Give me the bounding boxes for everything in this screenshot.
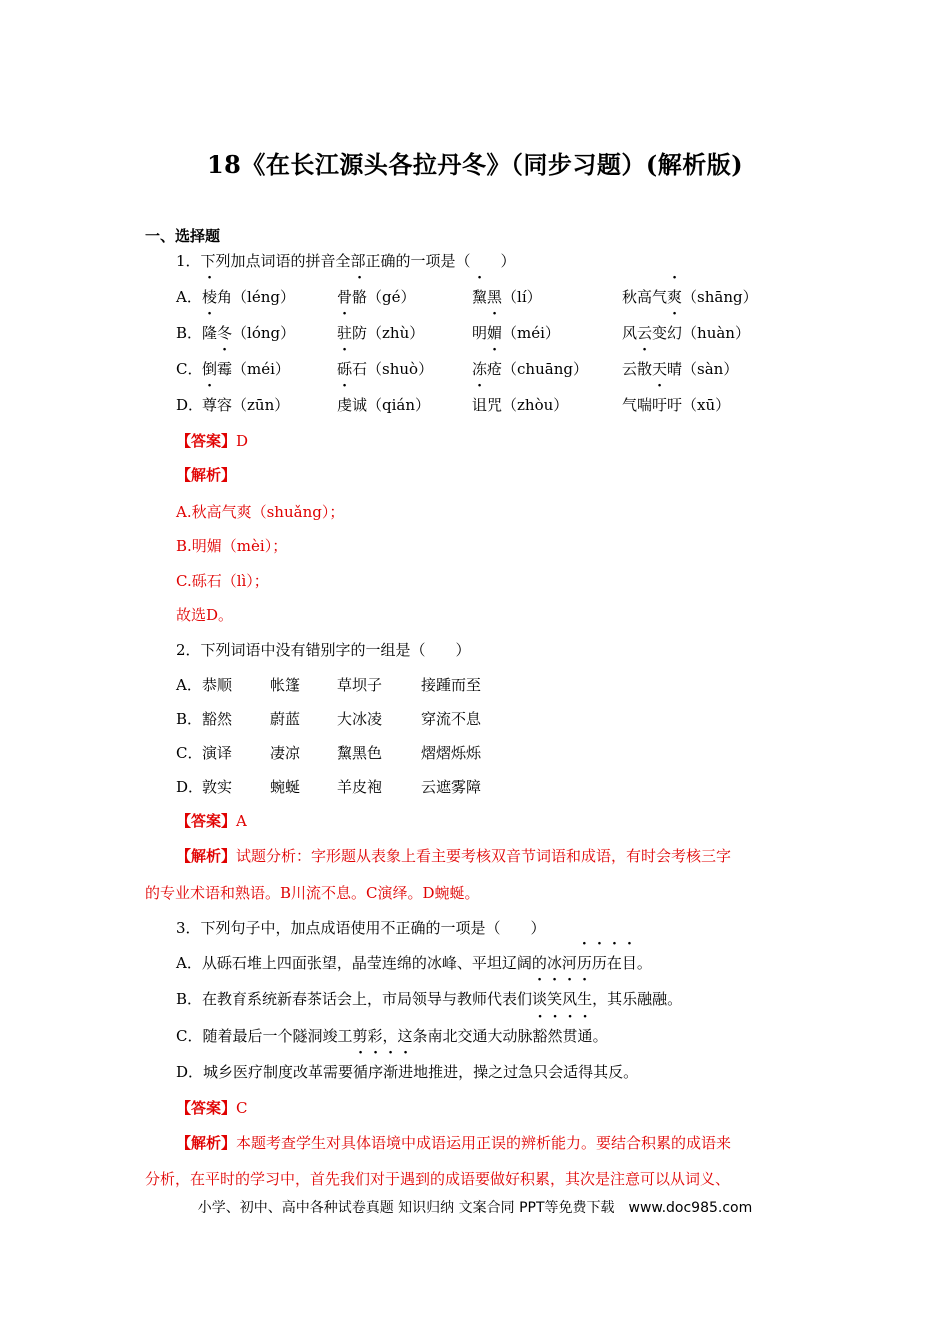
- dotted-char: 生: [577, 990, 593, 1008]
- dotted-char: 历: [576, 954, 592, 972]
- option-letter: D．: [176, 396, 204, 414]
- option-word: [472, 322, 560, 343]
- dotted-char: 吁: [652, 396, 668, 414]
- dotted-char: 霉: [217, 360, 233, 378]
- option-letter: C．: [176, 744, 203, 762]
- option-sentence: [176, 988, 682, 1009]
- option-word: 接踵而至: [421, 676, 482, 694]
- option-word: 蜿蜒: [270, 778, 301, 796]
- dotted-char: 序: [368, 1063, 384, 1081]
- dotted-char: 散: [637, 360, 653, 378]
- word-suffix: （chuāng）: [502, 360, 588, 378]
- option-word: 羊皮袍: [337, 778, 383, 796]
- question-3-stem: 3．下列句子中，加点成语使用不正确的一项是（ ）: [176, 919, 546, 937]
- word-suffix: 角（léng）: [217, 288, 295, 306]
- word-prefix: 明: [472, 324, 488, 342]
- sentence-prefix: 随着最后一个隧洞竣工剪彩，这条南北交通大动脉: [202, 1027, 533, 1045]
- dotted-char: 疮: [487, 360, 503, 378]
- dotted-idiom: [532, 990, 592, 1008]
- option-word: 演译: [202, 744, 233, 762]
- option-word: 云遮雾障: [421, 778, 482, 796]
- option-letter: D．: [176, 778, 204, 796]
- option-word: [622, 322, 750, 343]
- analysis-line: 【解析】本题考查学生对具体语境中成语运用正误的辨析能力。要结合积累的成语来: [176, 1134, 732, 1152]
- answer-line: 【答案】C: [176, 1099, 248, 1117]
- option-word: [622, 394, 730, 415]
- dotted-char: 幻: [667, 324, 683, 342]
- option-word: [622, 358, 738, 379]
- dotted-char: 诅: [472, 396, 488, 414]
- dotted-char: 棱: [202, 288, 218, 306]
- analysis-conclusion: 故选D。: [176, 606, 234, 624]
- word-suffix: 冬（lóng）: [217, 324, 296, 342]
- option-letter: B．: [176, 324, 203, 342]
- option-word: 穿流不息: [421, 710, 482, 728]
- dotted-idiom: [353, 1063, 413, 1081]
- option-word: [337, 322, 424, 343]
- dotted-char: 贯: [562, 1027, 578, 1045]
- option-letter: B．: [176, 710, 203, 728]
- option-word: [472, 394, 568, 415]
- option-word: 草坝子: [337, 676, 383, 694]
- option-letter: C．: [176, 360, 203, 378]
- dotted-char: 黧: [472, 288, 488, 306]
- option-word: [202, 358, 290, 379]
- dotted-char: 隆: [202, 324, 218, 342]
- option-word: 帐篷: [270, 676, 301, 694]
- dotted-char: 风: [562, 990, 578, 1008]
- option-word: [337, 358, 433, 379]
- option-word: 黧黑色: [337, 744, 383, 762]
- dotted-char: 然: [547, 1027, 563, 1045]
- dotted-char: 历: [591, 954, 607, 972]
- word-suffix: （huàn）: [682, 324, 750, 342]
- word-prefix: 云: [622, 360, 638, 378]
- option-sentence: [176, 1061, 638, 1082]
- option-word: [337, 286, 416, 307]
- analysis-line: 的专业术语和熟语。B川流不息。C演绎。D蜿蜒。: [145, 884, 480, 902]
- analysis-line: 【解析】试题分析：字形题从表象上看主要考核双音节词语和成语，有时会考核三字: [176, 847, 732, 865]
- option-word: 凄凉: [270, 744, 301, 762]
- sentence-suffix: 地推进，操之过急只会适得其反。: [413, 1063, 639, 1081]
- option-word: [202, 286, 295, 307]
- sentence-prefix: 城乡医疗制度改革需要: [203, 1063, 354, 1081]
- sentence-suffix: 。: [636, 954, 652, 972]
- dotted-char: 通: [577, 1027, 593, 1045]
- word-prefix: 风云变: [622, 324, 668, 342]
- word-suffix: 防（zhù）: [352, 324, 425, 342]
- dotted-char: 砾: [337, 360, 353, 378]
- option-word: 熠熠烁烁: [421, 744, 482, 762]
- option-sentence: [176, 1025, 608, 1046]
- dotted-char: 豁: [532, 1027, 548, 1045]
- word-suffix: 黑（lí）: [487, 288, 542, 306]
- dotted-char: 媚: [487, 324, 503, 342]
- word-suffix: 天晴（sàn）: [652, 360, 739, 378]
- dotted-char: 目: [621, 954, 637, 972]
- analysis-line: C.砾石（lì）；: [176, 572, 269, 590]
- option-word: [472, 358, 588, 379]
- dotted-char: 虔: [337, 396, 353, 414]
- question-2-stem: 2．下列词语中没有错别字的一组是（ ）: [176, 641, 471, 659]
- word-suffix: 容（zūn）: [217, 396, 290, 414]
- footer-text: 小学、初中、高中各种试卷真题 知识归纳 文案合同 PPT等免费下载 www.doc985.com: [197, 1200, 753, 1216]
- dotted-char: 进: [398, 1063, 414, 1081]
- sentence-suffix: ，其乐融融。: [592, 990, 683, 1008]
- dotted-char: 骼: [352, 288, 368, 306]
- word-suffix: 咒（zhòu）: [487, 396, 569, 414]
- word-prefix: 倒: [202, 360, 218, 378]
- answer-line: 【答案】D: [176, 432, 249, 450]
- word-suffix: （gé）: [367, 288, 416, 306]
- dotted-char: 在: [606, 954, 622, 972]
- option-word: [202, 394, 289, 415]
- option-word: 豁然: [202, 710, 233, 728]
- dotted-char: 谈: [532, 990, 548, 1008]
- analysis-line: 分析，在平时的学习中，首先我们对于遇到的成语要做好积累，其次是注意可以从词义、: [145, 1170, 731, 1188]
- answer-line: 【答案】A: [176, 812, 247, 830]
- dotted-char: 渐: [383, 1063, 399, 1081]
- option-word: 蔚蓝: [270, 710, 301, 728]
- sentence-prefix: 在教育系统新春茶话会上，市局领导与教师代表们: [202, 990, 533, 1008]
- option-word: 恭顺: [202, 676, 233, 694]
- option-letter: B．: [176, 990, 203, 1008]
- option-word: 敦实: [202, 778, 233, 796]
- dotted-char: 笑: [547, 990, 563, 1008]
- word-suffix: 诚（qián）: [352, 396, 431, 414]
- dotted-idiom: [577, 954, 637, 972]
- sentence-prefix: 从砾石堆上四面张望，晶莹连绵的冰峰、平坦辽阔的冰河: [201, 954, 577, 972]
- option-word: [337, 394, 430, 415]
- option-letter: A．: [176, 676, 202, 694]
- word-prefix: 冻: [472, 360, 488, 378]
- option-letter: D．: [176, 1063, 204, 1081]
- word-prefix: 骨: [337, 288, 353, 306]
- dotted-char: 爽: [667, 288, 683, 306]
- analysis-line: A.秋高气爽（shuǎng）；: [176, 503, 345, 521]
- section-heading: 一、选择题: [145, 227, 221, 245]
- option-word: [202, 322, 295, 343]
- dotted-char: 循: [353, 1063, 369, 1081]
- sentence-suffix: 。: [592, 1027, 608, 1045]
- option-letter: A．: [176, 288, 202, 306]
- word-suffix: （shāng）: [682, 288, 758, 306]
- analysis-line: B.明媚（mèi）；: [176, 537, 288, 555]
- dotted-idiom: [533, 1027, 593, 1045]
- option-sentence: [176, 952, 652, 973]
- word-suffix: （méi）: [502, 324, 560, 342]
- option-word: 大冰凌: [337, 710, 383, 728]
- word-prefix: 气喘: [622, 396, 653, 414]
- word-suffix: 石（shuò）: [352, 360, 434, 378]
- dotted-char: 尊: [202, 396, 218, 414]
- option-word: [622, 286, 758, 307]
- option-word: [472, 286, 542, 307]
- analysis-label: 【解析】: [176, 466, 237, 484]
- word-suffix: （méi）: [232, 360, 290, 378]
- option-letter: C．: [176, 1027, 203, 1045]
- page-title: 18《在长江源头各拉丹冬》（同步习题）(解析版): [206, 150, 744, 179]
- dotted-char: 驻: [337, 324, 353, 342]
- option-letter: A．: [176, 954, 202, 972]
- word-suffix: 吁（xū）: [667, 396, 731, 414]
- word-prefix: 秋高气: [622, 288, 668, 306]
- question-1-stem: 1．下列加点词语的拼音全部正确的一项是（ ）: [176, 252, 516, 270]
